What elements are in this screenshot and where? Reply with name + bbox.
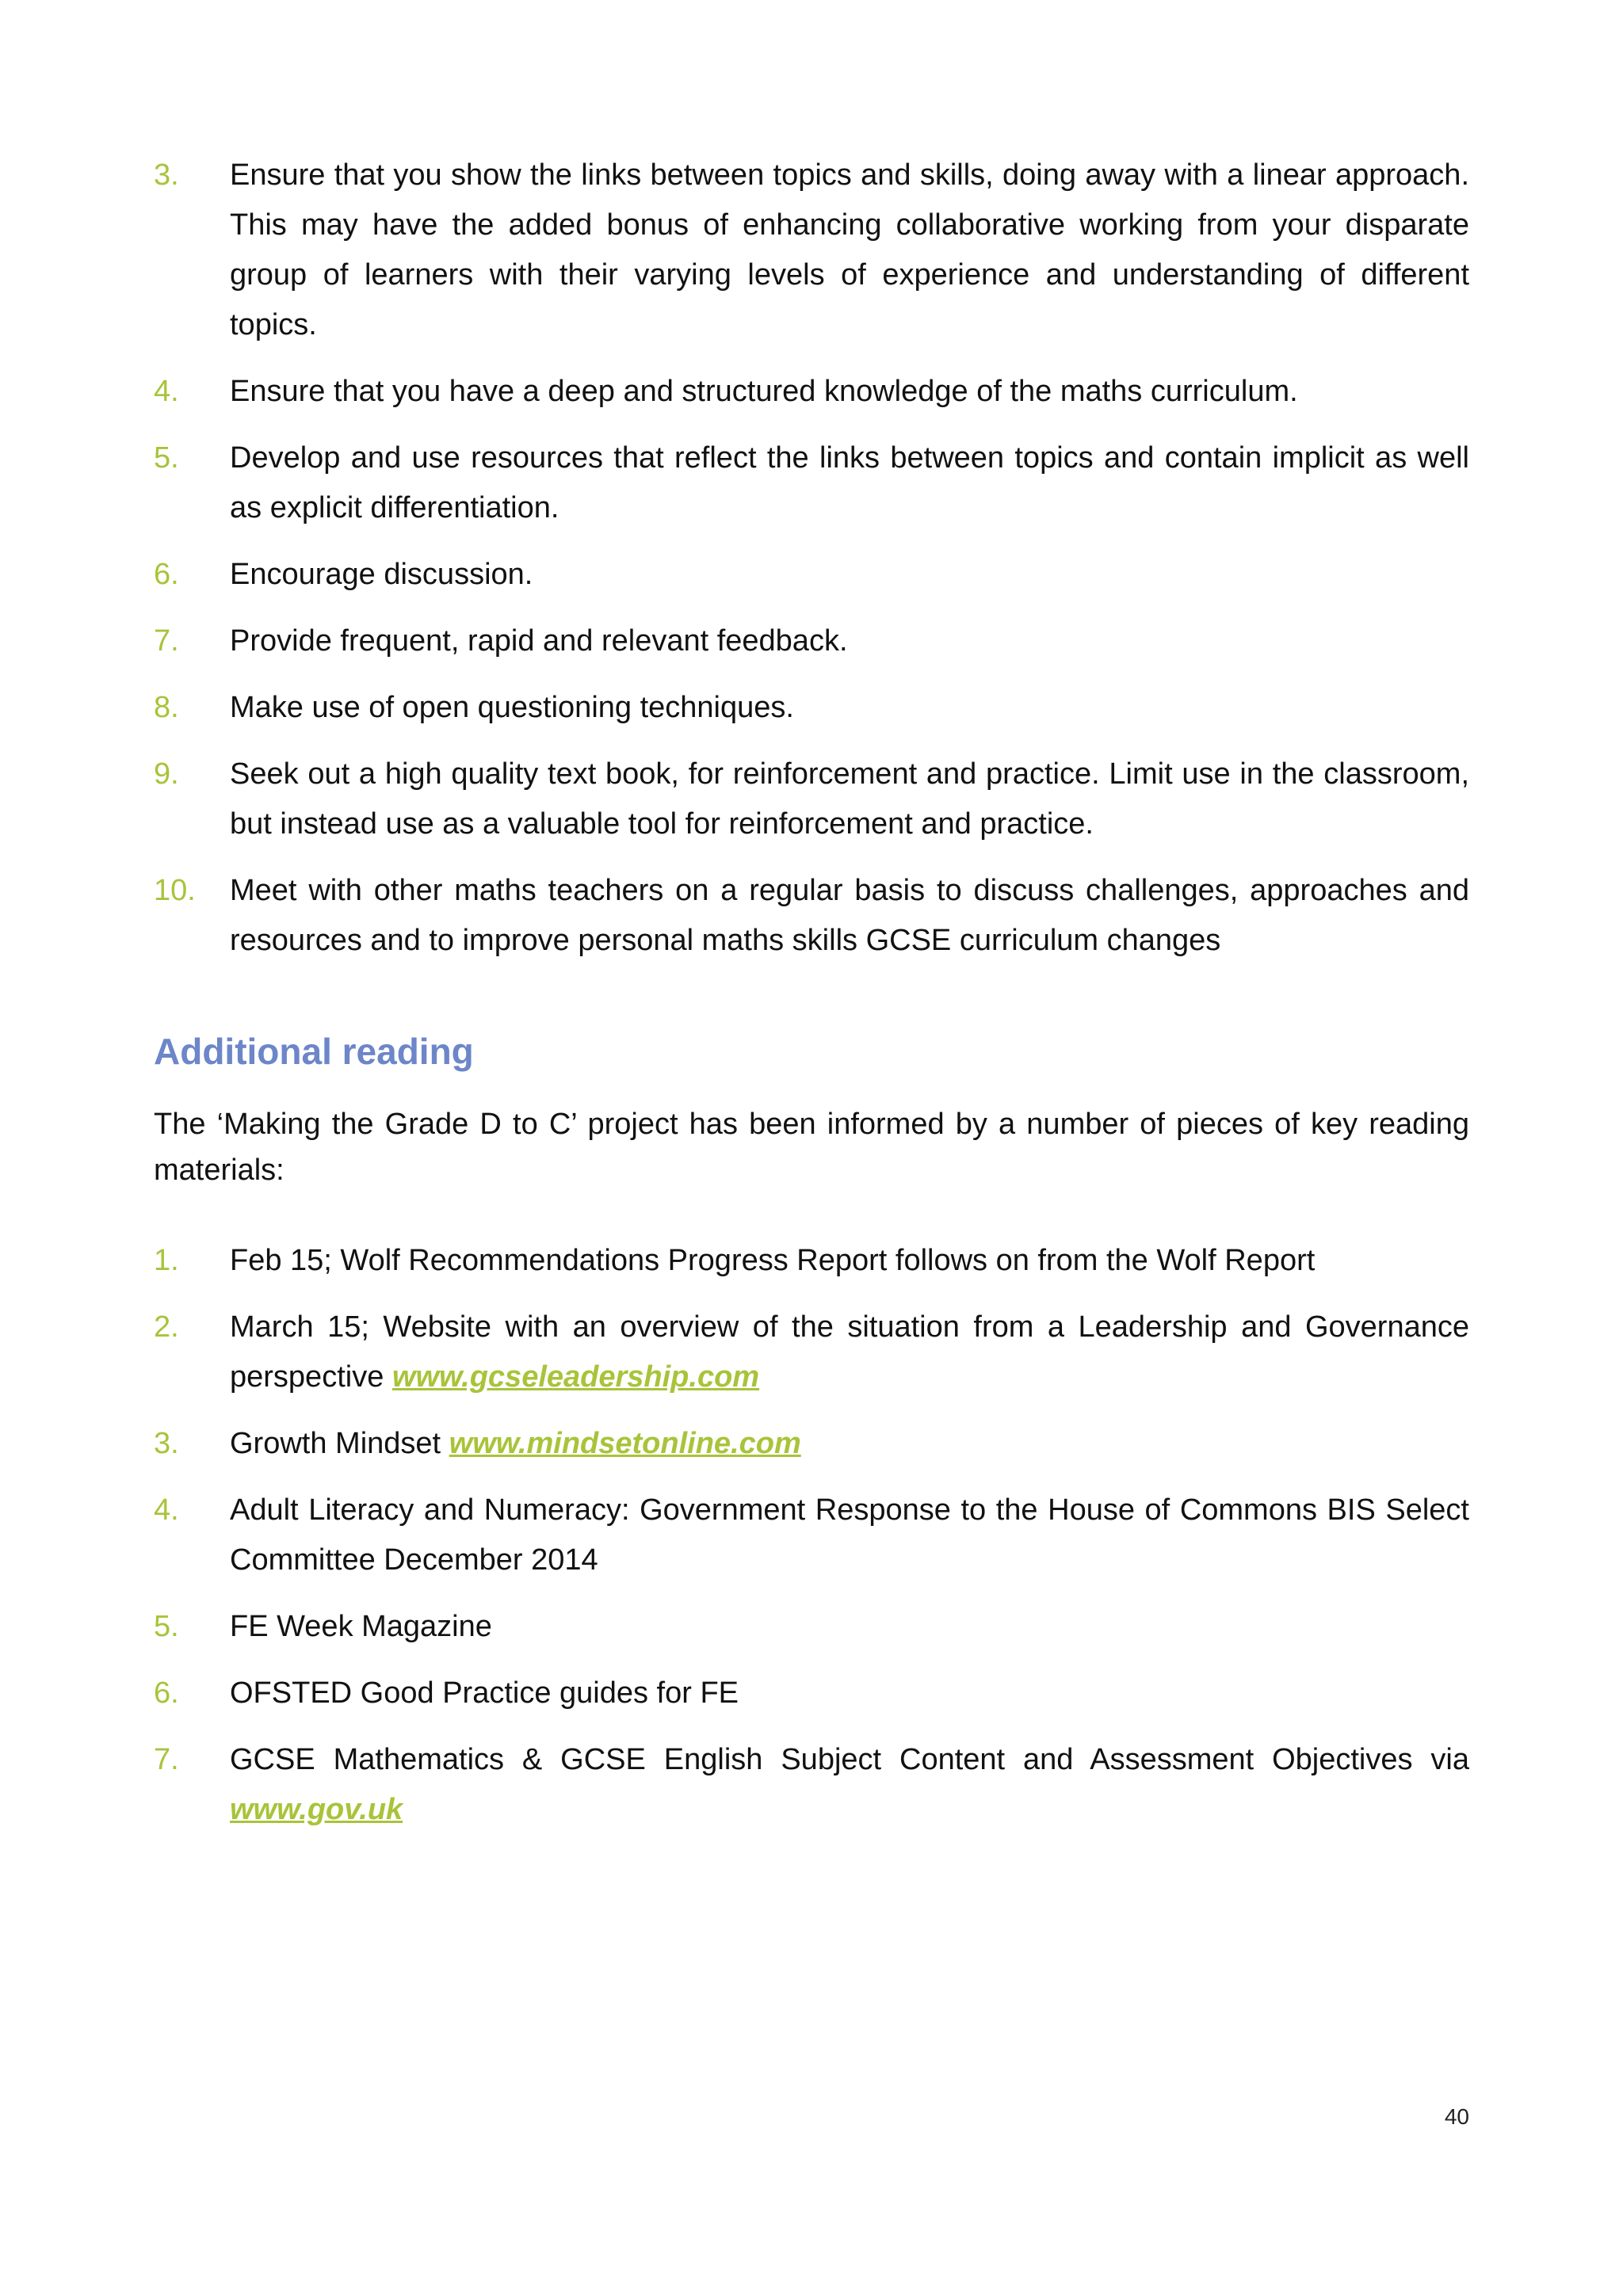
list-item: [154, 1302, 1469, 1402]
list-item-text: [230, 616, 1469, 666]
reference-link[interactable]: www.gcseleadership.com: [391, 1360, 760, 1394]
list-item-number: 7.: [154, 624, 179, 658]
list-item-text: [230, 866, 1469, 966]
reference-link[interactable]: www.gov.uk: [230, 1793, 403, 1826]
list-item: [154, 1669, 1469, 1718]
list-item-number: 2.: [154, 1310, 179, 1344]
list-item-text: [230, 1236, 1469, 1286]
list-item-number: 3.: [154, 1427, 179, 1460]
list-item-body: Provide frequent, rapid and relevant feedback.: [230, 624, 848, 658]
list-item-body: Adult Literacy and Numeracy: Government Response to the House of Commons BIS Select Committee December 2014: [230, 1493, 1469, 1577]
list-item-number: 5.: [154, 441, 179, 475]
list-item-number: 3.: [154, 158, 179, 192]
reading-list: [154, 1236, 1469, 1852]
list-item: [154, 683, 1469, 733]
list-item: [154, 749, 1469, 849]
list-item-body: OFSTED Good Practice guides for FE: [230, 1676, 739, 1710]
list-item-text: [230, 151, 1469, 350]
list-item-text: [230, 749, 1469, 849]
list-item-number: 4.: [154, 1493, 179, 1527]
list-item-body: March 15; Website with an overview of the situation from a Leadership and Governance perspective: [230, 1310, 1469, 1394]
list-item: [154, 1735, 1469, 1835]
list-item-body: Ensure that you have a deep and structured knowledge of the maths curriculum.: [230, 375, 1298, 408]
list-item-number: 8.: [154, 691, 179, 724]
list-item-text: [230, 1602, 1469, 1652]
list-item-body: Seek out a high quality text book, for reinforcement and practice. Limit use in the classroom, but instead use as a valuable tool for reinforcement and practice.: [230, 757, 1469, 841]
list-item-body: Growth Mindset: [230, 1427, 449, 1460]
list-item-text: [230, 1302, 1469, 1402]
list-item-number: 10.: [154, 874, 196, 907]
list-item: [154, 367, 1469, 417]
list-item-body: Make use of open questioning techniques.: [230, 691, 794, 724]
section-heading: Additional reading: [154, 1031, 474, 1072]
list-item-body: Meet with other maths teachers on a regular basis to discuss challenges, approaches and resources and to improve personal maths skills GCSE curriculum changes: [230, 874, 1469, 957]
list-item-text: [230, 433, 1469, 533]
list-item-body: Develop and use resources that reflect the links between topics and contain implicit as well as explicit differentiation.: [230, 441, 1469, 524]
list-item-text: [230, 1419, 1469, 1469]
reference-link[interactable]: www.mindsetonline.com: [449, 1427, 801, 1460]
list-item: [154, 1486, 1469, 1585]
list-item: [154, 151, 1469, 350]
page-number: 40: [1444, 2104, 1469, 2129]
list-item-text: [230, 1486, 1469, 1585]
list-item: [154, 550, 1469, 600]
list-item-body: GCSE Mathematics & GCSE English Subject Content and Assessment Objectives via: [230, 1743, 1469, 1776]
list-item: [154, 1602, 1469, 1652]
list-item: [154, 866, 1469, 966]
list-item: [154, 1236, 1469, 1286]
list-item-number: 4.: [154, 375, 179, 408]
list-item-text: [230, 683, 1469, 733]
list-item-number: 6.: [154, 1676, 179, 1710]
list-item-number: 6.: [154, 558, 179, 591]
list-item: [154, 616, 1469, 666]
list-item: [154, 433, 1469, 533]
section-intro: The ‘Making the Grade D to C’ project has been informed by a number of pieces of key reading materials:: [154, 1108, 1469, 1187]
list-item-text: [230, 550, 1469, 600]
list-item-text: [230, 1669, 1469, 1718]
list-item-body: Feb 15; Wolf Recommendations Progress Report follows on from the Wolf Report: [230, 1244, 1316, 1277]
list-item-number: 9.: [154, 757, 179, 791]
list-item-text: [230, 367, 1469, 417]
list-item-number: 1.: [154, 1244, 179, 1277]
list-item-text: [230, 1735, 1469, 1835]
list-item-number: 5.: [154, 1610, 179, 1643]
list-item-body: Ensure that you show the links between topics and skills, doing away with a linear approach. This may have the added bonus of enhancing collaborative working from your disparate group of learners with their varying levels of experience and understanding of different topics.: [230, 158, 1469, 341]
list-item-number: 7.: [154, 1743, 179, 1776]
recommendations-list: [154, 151, 1469, 982]
list-item-body: FE Week Magazine: [230, 1610, 492, 1643]
list-item-body: Encourage discussion.: [230, 558, 533, 591]
list-item: [154, 1419, 1469, 1469]
